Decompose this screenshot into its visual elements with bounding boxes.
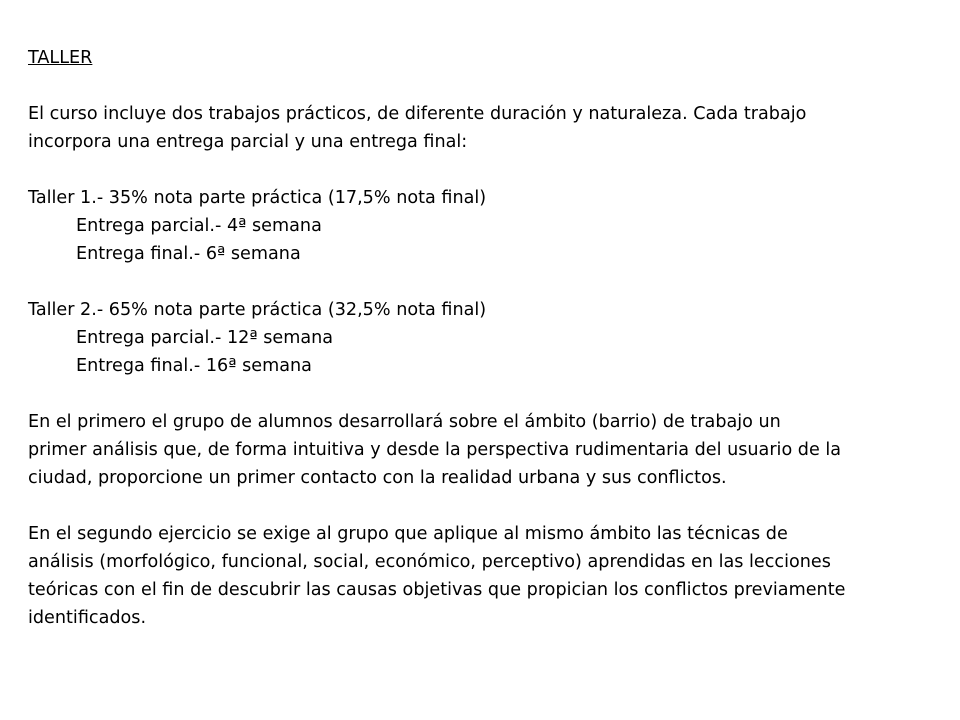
second-exercise-paragraph [28, 520, 938, 632]
taller1-item: Entrega parcial.- 4ª semana [76, 216, 322, 236]
spacer [28, 268, 938, 296]
intro-paragraph [28, 100, 938, 156]
taller1-section [28, 184, 938, 268]
text-line: teóricas con el fin de descubrir las causas objetivas que propician los conflictos previamente [28, 580, 846, 600]
text-line: primer análisis que, de forma intuitiva y desde la perspectiva rudimentaria del usuario de la [28, 440, 842, 460]
first-exercise-paragraph [28, 408, 938, 492]
taller2-item: Entrega final.- 16ª semana [76, 356, 312, 376]
spacer [28, 492, 938, 520]
text-line: En el primero el grupo de alumnos desarrollará sobre el ámbito (barrio) de trabajo un [28, 412, 781, 432]
taller2-section [28, 296, 938, 380]
spacer [28, 156, 938, 184]
text-line: En el segundo ejercicio se exige al grupo que aplique al mismo ámbito las técnicas de [28, 524, 788, 544]
taller2-heading: Taller 2.- 65% nota parte práctica (32,5% nota final) [28, 300, 487, 320]
text-line: ciudad, proporcione un primer contacto con la realidad urbana y sus conflictos. [28, 468, 727, 488]
taller1-item: Entrega final.- 6ª semana [76, 244, 301, 264]
taller1-heading: Taller 1.- 35% nota parte práctica (17,5% nota final) [28, 188, 487, 208]
text-line: incorpora una entrega parcial y una entrega final: [28, 132, 468, 152]
slide-content [28, 44, 938, 632]
text-line: El curso incluye dos trabajos prácticos, de diferente duración y naturaleza. Cada trabajo [28, 104, 807, 124]
text-line: análisis (morfológico, funcional, social, económico, perceptivo) aprendidas en las lecciones [28, 552, 831, 572]
text-line: identificados. [28, 608, 147, 628]
spacer [28, 72, 938, 100]
spacer [28, 380, 938, 408]
slide-title: TALLER [28, 48, 93, 68]
taller2-item: Entrega parcial.- 12ª semana [76, 328, 334, 348]
